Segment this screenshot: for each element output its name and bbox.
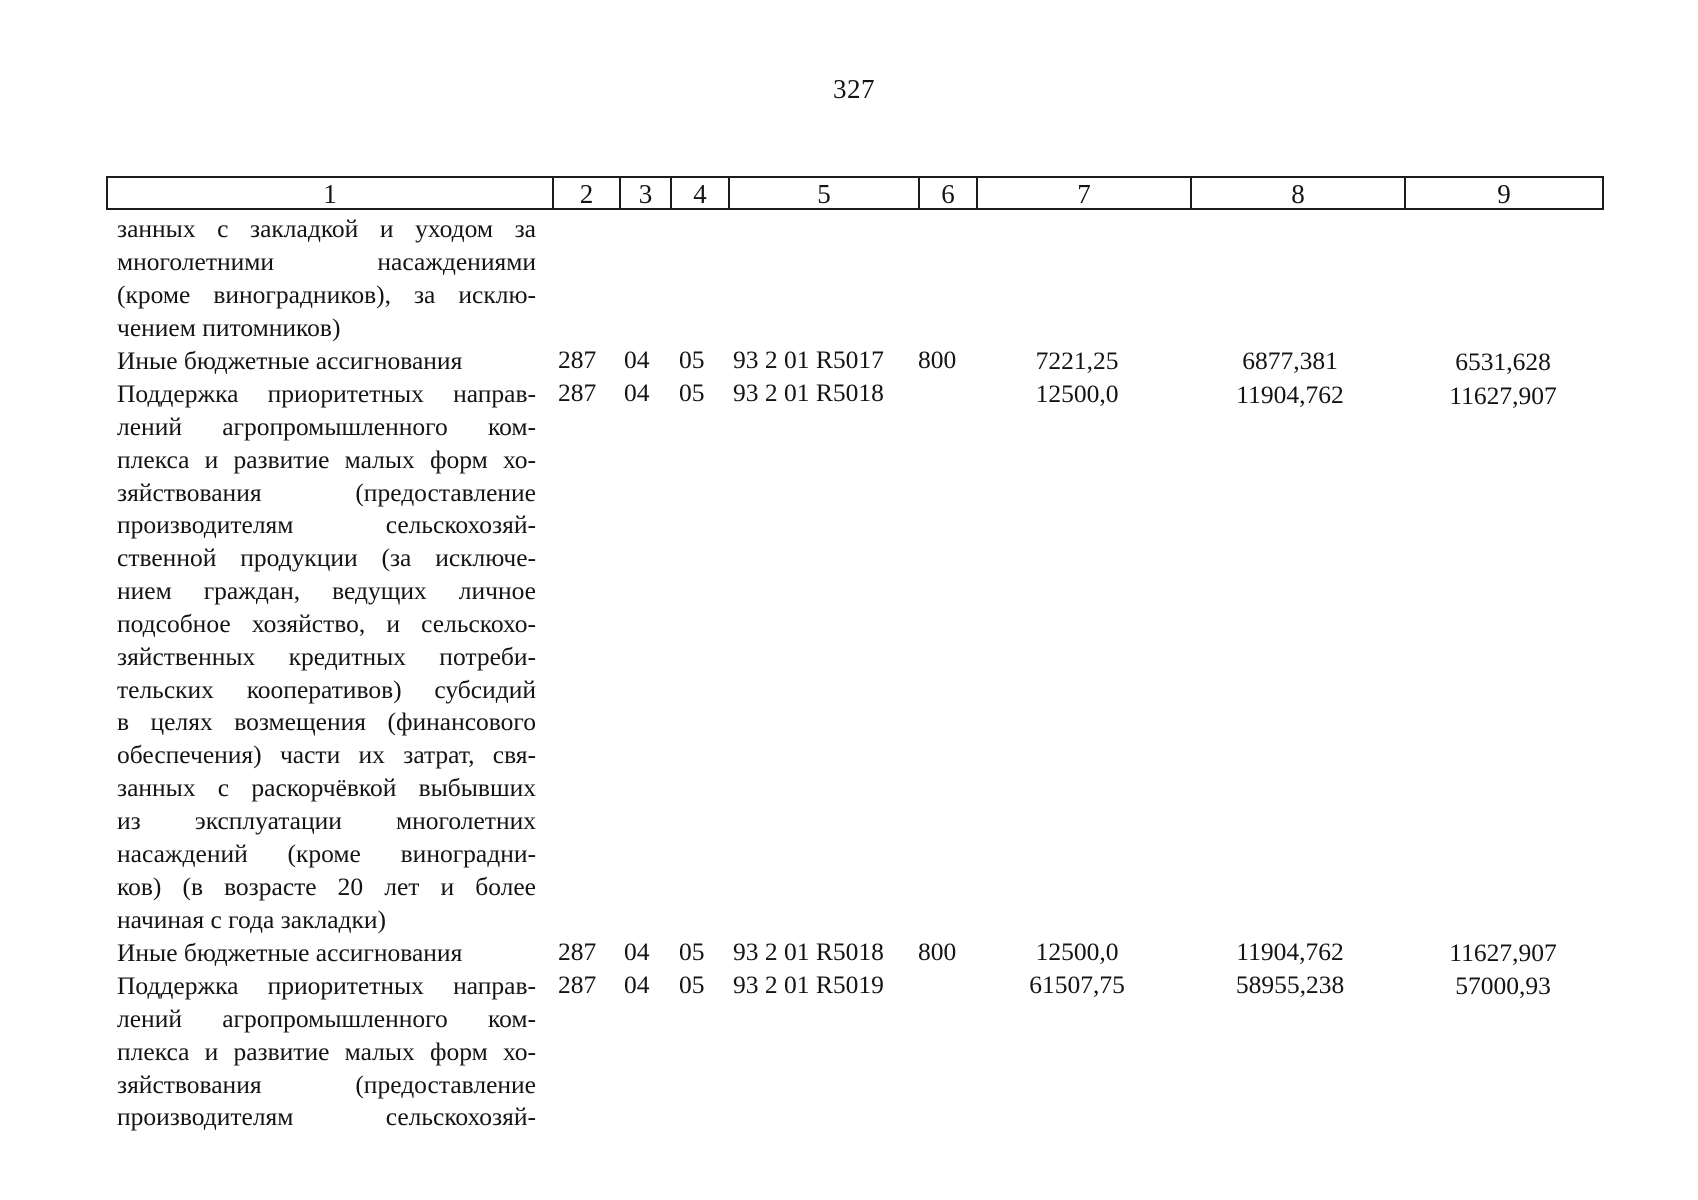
cell-col-3: 04 [624, 345, 650, 374]
desc-line: зяйствования (предоставление [117, 1069, 536, 1099]
cell-col-9: 57000,93 [1455, 971, 1551, 1000]
cell-col-6: 800 [918, 937, 957, 966]
header-col-3: 3 [621, 178, 672, 208]
desc-line: Поддержка приоритетных направ- [117, 379, 536, 408]
desc-line: ков) (в возрасте 20 лет и более [117, 871, 536, 901]
cell-col-2: 287 [558, 345, 597, 374]
desc-line: из эксплуатации многолетних [117, 805, 536, 835]
cell-col-2: 287 [558, 378, 597, 407]
desc-line: Поддержка приоритетных направ- [117, 971, 536, 1000]
cell-col-5: 93 2 01 R5017 [733, 345, 884, 374]
header-col-4: 4 [672, 178, 730, 208]
desc-line: производителям сельскохозяй- [117, 1102, 536, 1132]
cell-col-7: 61507,75 [1029, 970, 1125, 999]
cell-col-9: 11627,907 [1449, 938, 1557, 967]
desc-line: зяйствования (предоставление [117, 477, 536, 507]
cell-col-6: 800 [918, 345, 957, 374]
desc-line: нием граждан, ведущих личное [117, 576, 536, 606]
desc-line: ственной продукции (за исключе- [117, 543, 536, 573]
desc-line: плекса и развитие малых форм хо- [117, 1036, 536, 1066]
cell-col-4: 05 [679, 378, 705, 407]
cell-col-5: 93 2 01 R5018 [733, 937, 884, 966]
cell-col-4: 05 [679, 970, 705, 999]
desc-line: в целях возмещения (финансового [117, 707, 536, 737]
desc-line: занных с закладкой и уходом за [117, 214, 536, 243]
desc-line: лений агропромышленного ком- [117, 411, 536, 441]
cell-col-3: 04 [624, 937, 650, 966]
cell-col-9: 11627,907 [1449, 381, 1557, 410]
desc-line: лений агропромышленного ком- [117, 1003, 536, 1033]
cell-col-5: 93 2 01 R5018 [733, 378, 884, 407]
cell-col-7: 12500,0 [1035, 937, 1119, 966]
header-col-1: 1 [108, 178, 554, 208]
header-col-6: 6 [920, 178, 978, 208]
page-number: 327 [833, 74, 875, 104]
cell-col-3: 04 [624, 378, 650, 407]
cell-col-7: 12500,0 [1035, 379, 1119, 408]
header-col-5: 5 [730, 178, 920, 208]
row-label: Иные бюджетные ассигнования [117, 938, 463, 967]
cell-col-3: 04 [624, 970, 650, 999]
cell-col-8: 6877,381 [1242, 346, 1338, 375]
cell-col-5: 93 2 01 R5019 [733, 970, 884, 999]
row-continuation-description [117, 213, 536, 344]
row-description [117, 378, 536, 936]
cell-col-4: 05 [679, 345, 705, 374]
cell-col-9: 6531,628 [1455, 347, 1551, 376]
desc-line: многолетними насаждениями [117, 246, 536, 276]
row-description [117, 970, 536, 1134]
table-header-row [106, 176, 1604, 210]
cell-col-2: 287 [558, 937, 597, 966]
desc-line: подсобное хозяйство, и сельскохо- [117, 608, 536, 638]
cell-col-8: 11904,762 [1236, 380, 1344, 409]
desc-line: зяйственных кредитных потреби- [117, 641, 536, 671]
header-col-9: 9 [1497, 179, 1511, 209]
desc-line: чением питомников) [117, 312, 341, 342]
row-label: Иные бюджетные ассигнования [117, 346, 463, 375]
cell-col-2: 287 [558, 970, 597, 999]
cell-col-8: 58955,238 [1235, 970, 1345, 999]
desc-line: начиная с года закладки) [117, 904, 387, 934]
cell-col-7: 7221,25 [1035, 346, 1119, 375]
desc-line: занных с раскорчёвкой выбывших [117, 773, 536, 803]
cell-col-8: 11904,762 [1236, 937, 1344, 966]
desc-line: плекса и развитие малых форм хо- [117, 444, 536, 474]
desc-line: тельских кооперативов) субсидий [117, 674, 536, 704]
header-col-8: 8 [1192, 178, 1406, 208]
header-col-7: 7 [978, 178, 1192, 208]
cell-col-4: 05 [679, 937, 705, 966]
desc-line: (кроме виноградников), за исклю- [117, 279, 536, 309]
header-col-2: 2 [554, 178, 621, 208]
desc-line: насаждений (кроме виноградни- [117, 838, 536, 868]
desc-line: производителям сельскохозяй- [117, 510, 536, 540]
desc-line: обеспечения) части их затрат, свя- [117, 740, 536, 770]
